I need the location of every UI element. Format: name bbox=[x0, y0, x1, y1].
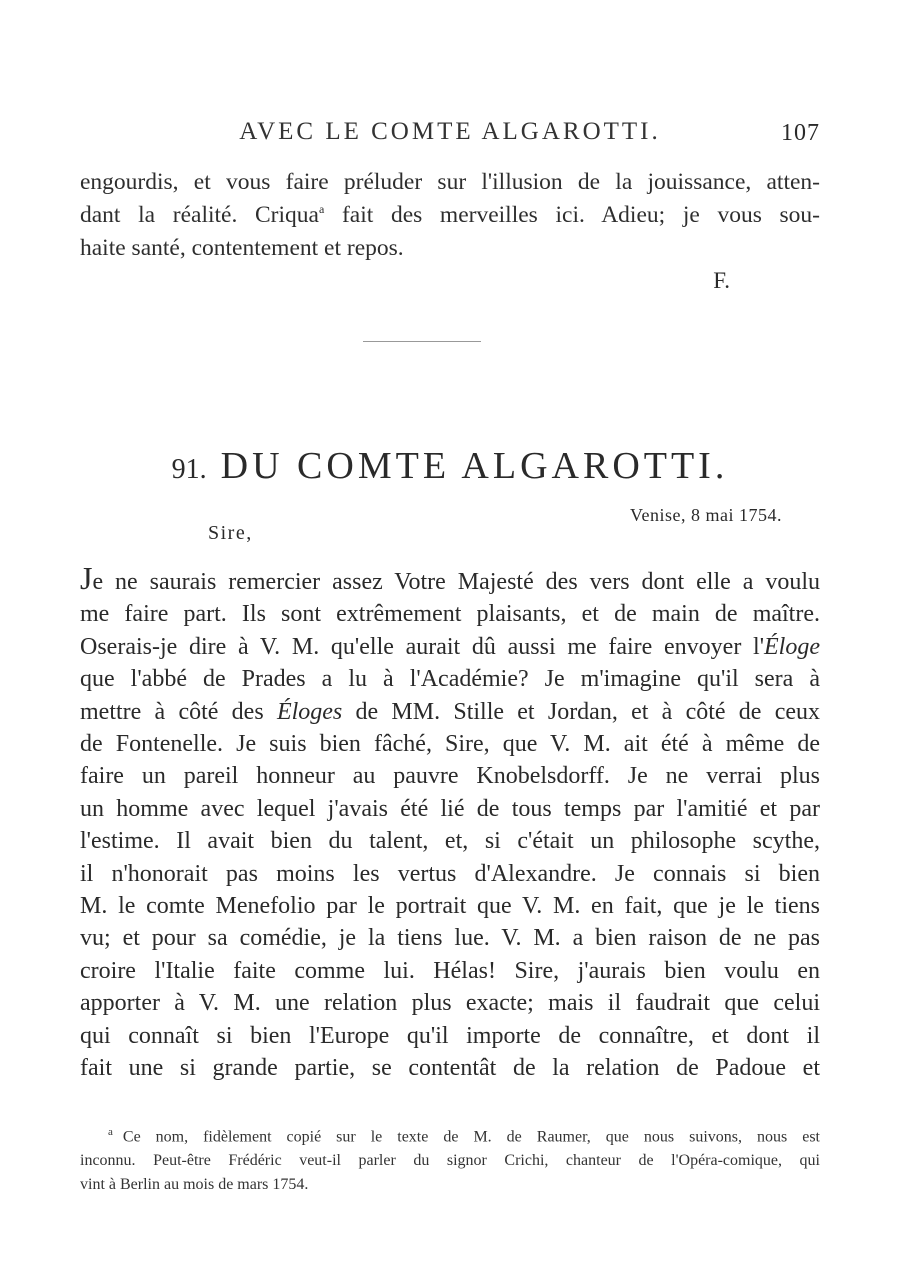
text-line bbox=[80, 696, 820, 728]
text-line: haite santé, contentement et repos. bbox=[80, 235, 404, 261]
text-line: engourdis, et vous faire préluder sur l'illusion de la jouissance, atten- bbox=[80, 169, 820, 195]
text-line: il n'honorait pas moins les vertus d'Alexandre. Je connais si bien bbox=[80, 860, 820, 887]
text-line: de Fontenelle. Je suis bien fâché, Sire, que V. M. ait été à même de bbox=[80, 731, 820, 758]
running-head: AVEC LE COMTE ALGAROTTI. bbox=[239, 118, 661, 145]
footnote-line bbox=[80, 1120, 820, 1149]
drop-letter: J bbox=[80, 560, 93, 596]
letter-title: DU COMTE ALGAROTTI. bbox=[220, 445, 729, 487]
text-line: fait une si grande partie, se contentât de la relation de Padoue et bbox=[80, 1055, 820, 1082]
text-line: faire un pareil honneur au pauvre Knobelsdorff. Je ne verrai plus bbox=[80, 763, 820, 790]
footnote bbox=[80, 1120, 820, 1197]
footnote-line: inconnu. Peut-être Frédéric veut-il parler du signor Crichi, chanteur de l'Opéra-comique, qui bbox=[80, 1152, 820, 1170]
letter-body bbox=[80, 562, 820, 1085]
text-fragment: Oserais-je dire à V. M. qu'elle aurait dû aussi me faire envoyer l' bbox=[80, 633, 765, 660]
salutation: Sire, bbox=[208, 522, 253, 544]
text-fragment: e ne saurais remercier assez Votre Majesté des vers dont elle a voulu bbox=[92, 569, 820, 595]
dateline: Venise, 8 mai 1754. bbox=[630, 505, 782, 525]
italic-title: Éloge bbox=[764, 633, 820, 660]
signature: F. bbox=[713, 268, 730, 293]
footnote-marker: a bbox=[108, 1126, 113, 1138]
footnote-reference: a bbox=[318, 202, 325, 217]
text-line: l'estime. Il avait bien du talent, et, si c'était un philosophe scythe, bbox=[80, 828, 820, 855]
text-line: M. le comte Menefolio par le portrait que V. M. en fait, que je le tiens bbox=[80, 893, 820, 920]
section-divider bbox=[363, 341, 481, 342]
text-fragment: de MM. Stille et Jordan, et à côté de ceux bbox=[342, 698, 820, 725]
text-line: vu; et pour sa comédie, je la tiens lue. V. M. a bien raison de ne pas bbox=[80, 925, 820, 952]
text-fragment: mettre à côté des bbox=[80, 698, 277, 725]
text-fragment: Ce nom, fidèlement copié sur le texte de M. de Raumer, que nous suivons, nous est bbox=[122, 1128, 820, 1146]
text-fragment: dant la réalité. Criqua bbox=[80, 202, 319, 228]
text-line bbox=[80, 199, 820, 232]
text-line: apporter à V. M. une relation plus exacte; mais il faudrait que celui bbox=[80, 990, 820, 1017]
text-line: me faire part. Ils sont extrêmement plaisants, et de main de maître. bbox=[80, 601, 820, 628]
page-number: 107 bbox=[781, 120, 820, 146]
text-fragment: fait des merveilles ici. Adieu; je vous sou- bbox=[324, 202, 820, 228]
letter-number: 91. bbox=[171, 454, 207, 485]
letter-heading bbox=[0, 444, 900, 488]
page-header bbox=[80, 118, 820, 158]
text-line: qui connaît si bien l'Europe qu'il importe de connaître, et dont il bbox=[80, 1022, 820, 1049]
text-line: croire l'Italie faite comme lui. Hélas! Sire, j'aurais bien voulu en bbox=[80, 957, 820, 984]
text-line bbox=[80, 631, 820, 663]
italic-title: Éloges bbox=[276, 698, 343, 725]
text-line bbox=[80, 562, 820, 598]
footnote-line: vint à Berlin au mois de mars 1754. bbox=[80, 1176, 309, 1194]
previous-letter-ending bbox=[80, 166, 820, 265]
text-line: que l'abbé de Prades a lu à l'Académie? Je m'imagine qu'il sera à bbox=[80, 666, 820, 693]
text-line: un homme avec lequel j'avais été lié de tous temps par l'amitié et par bbox=[80, 795, 820, 822]
